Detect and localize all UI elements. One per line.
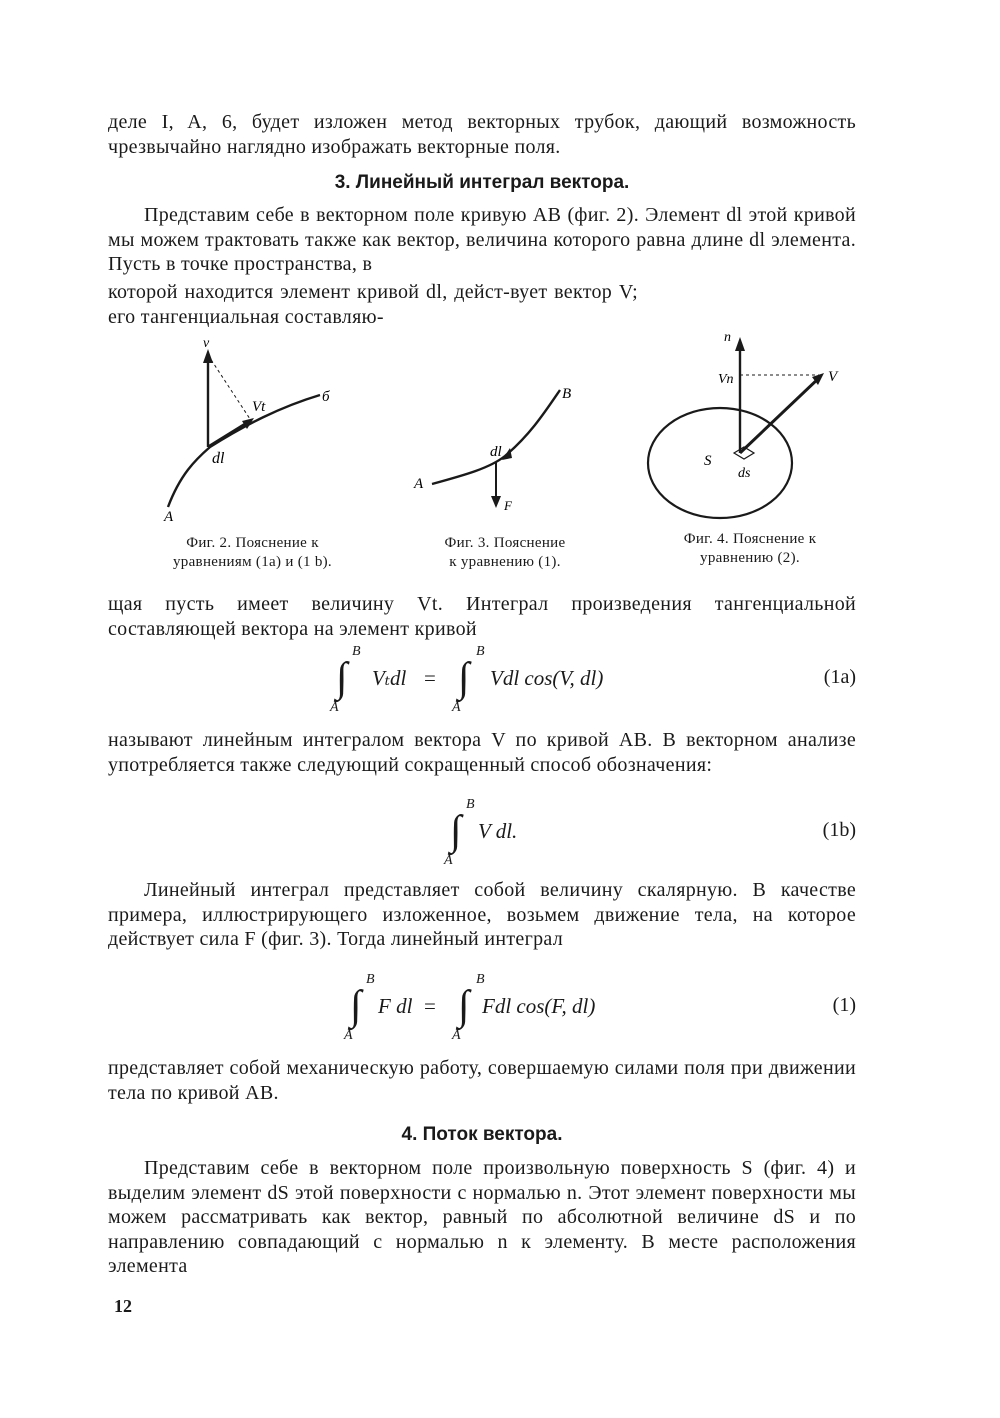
- fig2-label-v: v: [203, 336, 210, 351]
- fig2-label-b: б: [322, 389, 330, 405]
- eq1-number: (1): [832, 994, 856, 1016]
- eq1-right-integrand: Fdl cos(F, dl): [482, 994, 596, 1018]
- fig2-label-dl: dl: [212, 450, 225, 467]
- paragraph-3c: щая пусть имеет величину Vt. Интеграл произведения тангенциальной составляющей вектора на элемент кривой: [108, 593, 856, 640]
- fig2-label-vt: Vt: [252, 399, 266, 415]
- eq1a-lower-limit-1: A: [330, 700, 339, 715]
- paragraph-3e: Линейный интеграл представляет собой величину скалярную. В качестве примера, иллюстрирующего изложенное, возьмем движение тела, на которое действует сила F (фиг. 3). Тогда линейный интеграл: [108, 879, 856, 950]
- arrowhead-n: [735, 337, 745, 351]
- eq1a-left-integrand: Vₜdl: [372, 666, 407, 690]
- fig2-label-a: A: [164, 509, 174, 525]
- eq1-upper-limit-2: B: [476, 972, 485, 987]
- fig4-label-v: V: [828, 369, 838, 385]
- vector-vt: [208, 421, 250, 447]
- eq1a-equals: =: [424, 666, 436, 690]
- eq1-lower-limit-1: A: [344, 1028, 353, 1043]
- eq1b-number: (1b): [822, 819, 856, 841]
- integral-sign-2: ∫: [458, 655, 470, 701]
- integral-sign-2: ∫: [458, 983, 470, 1029]
- figure-3-caption: Фиг. 3. Пояснение к уравнению (1).: [444, 535, 566, 570]
- vector-v: [740, 377, 820, 453]
- paragraph-4a: Представим себе в векторном поле произвольную поверхность S (фиг. 4) и выделим элемент dS этой поверхности с нормалью n. Этот элемент поверхности мы можем рассматривать как вектор, равный по абсолютной величине dS и по направлению совпадающий с нормалью n к элементу. В месте расположения элемента: [108, 1157, 856, 1277]
- eq1b-integrand: V dl.: [478, 819, 518, 843]
- figure-3: [410, 380, 600, 520]
- figure-4-caption: Фиг. 4. Пояснение к уравнению (2).: [683, 531, 817, 566]
- fig4-label-s: S: [704, 453, 712, 469]
- paragraph-3f: представляет собой механическую работу, совершаемую силами поля при движении тела по кривой AB.: [108, 1057, 856, 1104]
- fig3-label-dl: dl: [490, 444, 502, 460]
- eq1a-right-integrand: Vdl cos(V, dl): [490, 666, 604, 690]
- section-3-title: 3. Линейный интеграл вектора.: [334, 172, 630, 193]
- equation-1b: [0, 795, 1000, 875]
- integral-sign-1: ∫: [336, 655, 348, 701]
- intro-paragraph: деле I, A, 6, будет изложен метод векторных трубок, дающий возможность чрезвычайно наглядно изображать векторные поля.: [108, 111, 856, 158]
- eq1a-lower-limit-2: A: [452, 700, 461, 715]
- eq1-lower-limit-2: A: [452, 1028, 461, 1043]
- projection-dotted: [208, 355, 250, 419]
- paragraph-3a: Представим себе в векторном поле кривую AB (фиг. 2). Элемент dl этой кривой мы можем трактовать также как вектор, величина которого равна длине dl элемента. Пусть в точке пространства, в: [108, 204, 856, 275]
- arrowhead-f: [491, 496, 501, 508]
- figure-2-caption: Фиг. 2. Пояснение к уравнениям (1a) и (1 b).: [173, 535, 332, 570]
- fig3-label-f: F: [504, 498, 512, 513]
- eq1a-number: (1a): [823, 666, 856, 688]
- fig4-label-ds: ds: [738, 466, 751, 481]
- equation-1: [0, 970, 1000, 1050]
- figure-4: [640, 325, 860, 525]
- fig3-label-b: B: [562, 386, 572, 402]
- integral-sign-1: ∫: [350, 983, 362, 1029]
- eq1-upper-limit-1: B: [366, 972, 375, 987]
- figure-2: [150, 335, 350, 525]
- eq1b-lower-limit: A: [444, 853, 453, 868]
- eq1b-upper-limit: B: [466, 797, 475, 812]
- eq1-equals: =: [424, 994, 436, 1018]
- equation-1a: [0, 642, 1000, 722]
- eq1a-upper-limit-1: B: [352, 644, 361, 659]
- fig4-label-n: n: [724, 330, 731, 345]
- eq1-left-integrand: F dl: [378, 994, 413, 1018]
- fig4-label-vn: Vn: [718, 372, 734, 387]
- fig3-label-a: A: [414, 476, 424, 492]
- paragraph-3d: называют линейным интегралом вектора V по кривой AB. В векторном анализе употребляется также следующий сокращенный способ обозначения:: [108, 729, 856, 776]
- paragraph-3b: которой находится элемент кривой dl, дейст-вует вектор V; его тангенциальная составляю-: [108, 281, 638, 328]
- integral-sign: ∫: [450, 808, 462, 854]
- curve-ab: [168, 395, 320, 507]
- section-4-title: 4. Поток вектора.: [401, 1124, 563, 1145]
- page-number: 12: [114, 1296, 132, 1316]
- eq1a-upper-limit-2: B: [476, 644, 485, 659]
